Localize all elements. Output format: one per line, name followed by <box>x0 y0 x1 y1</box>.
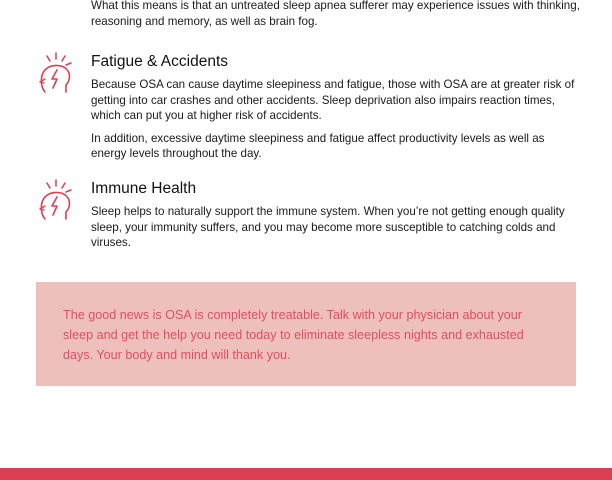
intro-paragraph: What this means is that an untreated sleep apnea sufferer may experience issues with thinking, reasoning and memory, as well as brain fog. <box>91 0 580 28</box>
head-lightning-icon <box>36 52 78 98</box>
section-paragraph: Because OSA can cause daytime sleepiness and fatigue, those with OSA are at greater risk of getting into car crashes and other accidents. Sleep deprivation also impairs reaction times, which can put you at higher risk of accidents. <box>91 78 575 122</box>
footer-bar <box>0 468 612 480</box>
callout-box <box>36 282 576 386</box>
head-lightning-icon <box>38 0 80 20</box>
callout-text: The good news is OSA is completely treatable. Talk with your physician about your sleep and get the help you need today to eliminate sleepless nights and exhausted days. Your body and mind will thank you. <box>63 308 524 362</box>
section-paragraph: In addition, excessive daytime sleepiness and fatigue affect productivity levels as well as energy levels throughout the day. <box>91 131 545 160</box>
section-title: Fatigue & Accidents <box>91 53 228 70</box>
head-lightning-icon <box>36 179 78 225</box>
section-paragraph: Sleep helps to naturally support the immune system. When you’re not getting enough quality sleep, your immunity suffers, and you may become more susceptible to catching colds and viruses. <box>91 205 565 249</box>
section-title: Immune Health <box>91 180 197 197</box>
